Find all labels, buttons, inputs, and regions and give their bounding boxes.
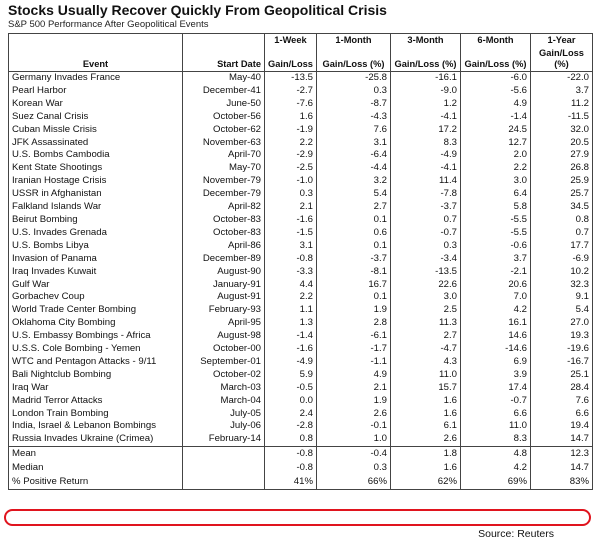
table-row (9, 72, 593, 85)
event-name-cell: Falkland Islands War (9, 201, 183, 214)
event-name-cell: U.S. Bombs Cambodia (9, 149, 183, 162)
value-cell: -14.6 (461, 343, 531, 356)
value-cell: -7.8 (391, 188, 461, 201)
value-cell: -0.4 (317, 447, 391, 462)
value-cell: 14.7 (531, 433, 593, 446)
value-cell: 1.6 (265, 111, 317, 124)
value-cell: 6.6 (461, 408, 531, 421)
value-cell: 2.1 (265, 201, 317, 214)
start-date-cell: October-83 (183, 227, 265, 240)
value-cell: 25.1 (531, 369, 593, 382)
start-date-cell: October-00 (183, 343, 265, 356)
value-cell: -0.8 (265, 253, 317, 266)
header-cell (183, 34, 265, 48)
value-cell: 0.0 (265, 395, 317, 408)
value-cell: 6.9 (461, 356, 531, 369)
value-cell: -0.8 (265, 461, 317, 475)
table-row (9, 279, 593, 292)
event-rows (9, 72, 593, 447)
value-cell: 4.2 (461, 461, 531, 475)
value-cell: 11.0 (391, 369, 461, 382)
start-date-cell: August-90 (183, 266, 265, 279)
event-name-cell: London Train Bombing (9, 408, 183, 421)
value-cell: 27.0 (531, 317, 593, 330)
value-cell: 0.1 (317, 240, 391, 253)
value-cell: 6.4 (461, 188, 531, 201)
event-name-cell: Russia Invades Ukraine (Crimea) (9, 433, 183, 446)
table-row (9, 214, 593, 227)
start-date-cell: August-91 (183, 291, 265, 304)
source-note: Source: Reuters (478, 528, 554, 540)
value-cell: 4.3 (391, 356, 461, 369)
event-name-cell: U.S. Embassy Bombings - Africa (9, 330, 183, 343)
event-name-cell: India, Israel & Lebanon Bombings (9, 420, 183, 433)
start-date-cell (183, 447, 265, 462)
value-cell: 3.1 (317, 137, 391, 150)
value-cell: 0.1 (317, 291, 391, 304)
value-cell: -13.5 (391, 266, 461, 279)
table-row (9, 175, 593, 188)
value-cell: 62% (391, 475, 461, 490)
table-row (9, 240, 593, 253)
table-row (9, 162, 593, 175)
value-cell: 1.6 (391, 461, 461, 475)
value-cell: 6.6 (531, 408, 593, 421)
value-cell: -6.1 (317, 330, 391, 343)
start-date-cell: May-40 (183, 72, 265, 85)
start-date-cell: November-63 (183, 137, 265, 150)
value-cell: 19.3 (531, 330, 593, 343)
start-date-cell: March-03 (183, 382, 265, 395)
value-cell: 9.1 (531, 291, 593, 304)
value-cell: -1.6 (265, 214, 317, 227)
event-name-cell: Cuban Missle Crisis (9, 124, 183, 137)
value-cell: 0.8 (531, 214, 593, 227)
header-gain-loss: Gain/Loss (%) (461, 47, 531, 72)
value-cell: -5.5 (461, 214, 531, 227)
header-cell (9, 34, 183, 48)
event-name-cell: Oklahoma City Bombing (9, 317, 183, 330)
value-cell: 2.7 (317, 201, 391, 214)
value-cell: 0.1 (317, 214, 391, 227)
value-cell: -0.5 (265, 382, 317, 395)
value-cell: 2.6 (391, 433, 461, 446)
value-cell: -3.7 (317, 253, 391, 266)
value-cell: 2.8 (317, 317, 391, 330)
value-cell: 0.7 (531, 227, 593, 240)
start-date-cell: April-70 (183, 149, 265, 162)
value-cell: 5.4 (531, 304, 593, 317)
header-row-labels (9, 47, 593, 72)
event-name-cell: Gulf War (9, 279, 183, 292)
start-date-cell: March-04 (183, 395, 265, 408)
value-cell: -4.1 (391, 162, 461, 175)
header-start-date: Start Date (183, 47, 265, 72)
value-cell: 3.0 (461, 175, 531, 188)
value-cell: -0.1 (317, 420, 391, 433)
value-cell: 7.6 (531, 395, 593, 408)
value-cell: -7.6 (265, 98, 317, 111)
event-name-cell: Suez Canal Crisis (9, 111, 183, 124)
value-cell: 17.4 (461, 382, 531, 395)
value-cell: -4.3 (317, 111, 391, 124)
table-row (9, 291, 593, 304)
table-row (9, 111, 593, 124)
event-name-cell: Korean War (9, 98, 183, 111)
value-cell: -25.8 (317, 72, 391, 85)
value-cell: -16.1 (391, 72, 461, 85)
table-row (9, 382, 593, 395)
value-cell: 2.2 (265, 291, 317, 304)
start-date-cell: February-93 (183, 304, 265, 317)
table-row (9, 201, 593, 214)
header-1-year: 1-Year (531, 34, 593, 48)
value-cell: 15.7 (391, 382, 461, 395)
value-cell: 1.6 (391, 408, 461, 421)
start-date-cell (183, 475, 265, 490)
value-cell: -6.4 (317, 149, 391, 162)
value-cell: -4.7 (391, 343, 461, 356)
header-gain-loss: Gain/Loss (%) (391, 47, 461, 72)
value-cell: 1.8 (391, 447, 461, 462)
table-row (9, 408, 593, 421)
events-table (8, 33, 593, 490)
value-cell: 12.3 (531, 447, 593, 462)
value-cell: 8.3 (461, 433, 531, 446)
value-cell: 2.7 (391, 330, 461, 343)
value-cell: -0.7 (461, 395, 531, 408)
value-cell: 32.0 (531, 124, 593, 137)
start-date-cell: May-70 (183, 162, 265, 175)
value-cell: -19.6 (531, 343, 593, 356)
value-cell: -13.5 (265, 72, 317, 85)
value-cell: 10.2 (531, 266, 593, 279)
value-cell: -5.6 (461, 85, 531, 98)
summary-row (9, 447, 593, 462)
event-name-cell: USSR in Afghanistan (9, 188, 183, 201)
value-cell: -2.9 (265, 149, 317, 162)
start-date-cell: December-89 (183, 253, 265, 266)
table-row (9, 253, 593, 266)
value-cell: 34.5 (531, 201, 593, 214)
value-cell: 7.6 (317, 124, 391, 137)
value-cell: 24.5 (461, 124, 531, 137)
value-cell: 11.3 (391, 317, 461, 330)
value-cell: 0.8 (265, 433, 317, 446)
header-row-periods (9, 34, 593, 48)
value-cell: 0.3 (317, 461, 391, 475)
summary-row (9, 475, 593, 490)
event-name-cell: Beirut Bombing (9, 214, 183, 227)
event-name-cell: Median (9, 461, 183, 475)
value-cell: 5.4 (317, 188, 391, 201)
start-date-cell: December-41 (183, 85, 265, 98)
value-cell: 41% (265, 475, 317, 490)
event-name-cell: Kent State Shootings (9, 162, 183, 175)
value-cell: 3.0 (391, 291, 461, 304)
header-1-month: 1-Month (317, 34, 391, 48)
value-cell: 25.9 (531, 175, 593, 188)
value-cell: 1.6 (391, 395, 461, 408)
value-cell: 4.2 (461, 304, 531, 317)
table-row (9, 433, 593, 446)
value-cell: 3.9 (461, 369, 531, 382)
event-name-cell: Invasion of Panama (9, 253, 183, 266)
value-cell: -3.4 (391, 253, 461, 266)
value-cell: -11.5 (531, 111, 593, 124)
event-name-cell: Gorbachev Coup (9, 291, 183, 304)
table-row (9, 149, 593, 162)
value-cell: 69% (461, 475, 531, 490)
table-row (9, 369, 593, 382)
value-cell: 5.9 (265, 369, 317, 382)
value-cell: -6.0 (461, 72, 531, 85)
value-cell: 12.7 (461, 137, 531, 150)
table-row (9, 395, 593, 408)
table-row (9, 137, 593, 150)
table-row (9, 356, 593, 369)
value-cell: 27.9 (531, 149, 593, 162)
start-date-cell: October-83 (183, 214, 265, 227)
header-gain-loss: Gain/Loss (%) (317, 47, 391, 72)
value-cell: 3.7 (461, 253, 531, 266)
header-1-week: 1-Week (265, 34, 317, 48)
start-date-cell: January-91 (183, 279, 265, 292)
table-row (9, 227, 593, 240)
value-cell: 4.8 (461, 447, 531, 462)
event-name-cell: JFK Assassinated (9, 137, 183, 150)
table-row (9, 420, 593, 433)
value-cell: 4.9 (461, 98, 531, 111)
header-gain-loss: Gain/Loss (265, 47, 317, 72)
value-cell: 22.6 (391, 279, 461, 292)
value-cell: 2.1 (317, 382, 391, 395)
value-cell: 2.4 (265, 408, 317, 421)
value-cell: 16.1 (461, 317, 531, 330)
value-cell: 25.7 (531, 188, 593, 201)
value-cell: -1.1 (317, 356, 391, 369)
value-cell: -8.1 (317, 266, 391, 279)
value-cell: 11.2 (531, 98, 593, 111)
value-cell: 0.3 (265, 188, 317, 201)
table-row (9, 304, 593, 317)
event-name-cell: Madrid Terror Attacks (9, 395, 183, 408)
value-cell: 0.3 (391, 240, 461, 253)
start-date-cell: April-95 (183, 317, 265, 330)
value-cell: -3.3 (265, 266, 317, 279)
value-cell: -2.5 (265, 162, 317, 175)
value-cell: 2.6 (317, 408, 391, 421)
value-cell: -0.6 (461, 240, 531, 253)
value-cell: 26.8 (531, 162, 593, 175)
start-date-cell: November-79 (183, 175, 265, 188)
value-cell: 7.0 (461, 291, 531, 304)
value-cell: 11.0 (461, 420, 531, 433)
value-cell: 17.7 (531, 240, 593, 253)
value-cell: -1.4 (265, 330, 317, 343)
table-row (9, 98, 593, 111)
value-cell: 17.2 (391, 124, 461, 137)
value-cell: -4.9 (265, 356, 317, 369)
event-name-cell: Pearl Harbor (9, 85, 183, 98)
table-row (9, 85, 593, 98)
table-row (9, 330, 593, 343)
header-event: Event (9, 47, 183, 72)
value-cell: 2.0 (461, 149, 531, 162)
value-cell: -22.0 (531, 72, 593, 85)
table-row (9, 266, 593, 279)
value-cell: 11.4 (391, 175, 461, 188)
value-cell: 28.4 (531, 382, 593, 395)
value-cell: 2.5 (391, 304, 461, 317)
start-date-cell: July-05 (183, 408, 265, 421)
value-cell: 5.8 (461, 201, 531, 214)
table-row (9, 188, 593, 201)
start-date-cell: December-79 (183, 188, 265, 201)
value-cell: 83% (531, 475, 593, 490)
value-cell: 1.0 (317, 433, 391, 446)
start-date-cell: October-56 (183, 111, 265, 124)
positive-return-highlight (4, 509, 591, 526)
start-date-cell: April-82 (183, 201, 265, 214)
value-cell: -0.7 (391, 227, 461, 240)
value-cell: 2.2 (461, 162, 531, 175)
value-cell: 0.6 (317, 227, 391, 240)
event-name-cell: Iranian Hostage Crisis (9, 175, 183, 188)
start-date-cell: April-86 (183, 240, 265, 253)
event-name-cell: % Positive Return (9, 475, 183, 490)
value-cell: 2.2 (265, 137, 317, 150)
value-cell: -2.7 (265, 85, 317, 98)
value-cell: 3.1 (265, 240, 317, 253)
value-cell: -16.7 (531, 356, 593, 369)
start-date-cell: August-98 (183, 330, 265, 343)
value-cell: -8.7 (317, 98, 391, 111)
value-cell: 16.7 (317, 279, 391, 292)
value-cell: -1.6 (265, 343, 317, 356)
value-cell: 1.1 (265, 304, 317, 317)
table-row (9, 124, 593, 137)
table-subtitle: S&P 500 Performance After Geopolitical Events (8, 19, 209, 30)
event-name-cell: Iraq War (9, 382, 183, 395)
event-name-cell: WTC and Pentagon Attacks - 9/11 (9, 356, 183, 369)
value-cell: -1.5 (265, 227, 317, 240)
value-cell: -2.8 (265, 420, 317, 433)
summary-rows (9, 447, 593, 490)
header-3-month: 3-Month (391, 34, 461, 48)
value-cell: 8.3 (391, 137, 461, 150)
value-cell: -1.7 (317, 343, 391, 356)
value-cell: 4.4 (265, 279, 317, 292)
table-row (9, 317, 593, 330)
value-cell: -9.0 (391, 85, 461, 98)
value-cell: 1.2 (391, 98, 461, 111)
value-cell: -0.8 (265, 447, 317, 462)
value-cell: -3.7 (391, 201, 461, 214)
value-cell: 3.7 (531, 85, 593, 98)
value-cell: 3.2 (317, 175, 391, 188)
event-name-cell: U.S.S. Cole Bombing - Yemen (9, 343, 183, 356)
event-name-cell: Bali Nightclub Bombing (9, 369, 183, 382)
event-name-cell: Iraq Invades Kuwait (9, 266, 183, 279)
summary-row (9, 461, 593, 475)
event-name-cell: Mean (9, 447, 183, 462)
event-name-cell: U.S. Bombs Libya (9, 240, 183, 253)
page-title: Stocks Usually Recover Quickly From Geopolitical Crisis (8, 2, 387, 18)
value-cell: 1.3 (265, 317, 317, 330)
value-cell: -1.0 (265, 175, 317, 188)
start-date-cell: September-01 (183, 356, 265, 369)
value-cell: 1.9 (317, 304, 391, 317)
value-cell: 20.5 (531, 137, 593, 150)
value-cell: -1.9 (265, 124, 317, 137)
value-cell: -1.4 (461, 111, 531, 124)
event-name-cell: World Trade Center Bombing (9, 304, 183, 317)
value-cell: 19.4 (531, 420, 593, 433)
event-name-cell: Germany Invades France (9, 72, 183, 85)
value-cell: 0.7 (391, 214, 461, 227)
start-date-cell: February-14 (183, 433, 265, 446)
value-cell: 4.9 (317, 369, 391, 382)
value-cell: -5.5 (461, 227, 531, 240)
value-cell: 0.3 (317, 85, 391, 98)
header-6-month: 6-Month (461, 34, 531, 48)
value-cell: -4.1 (391, 111, 461, 124)
value-cell: 14.6 (461, 330, 531, 343)
value-cell: -4.9 (391, 149, 461, 162)
value-cell: 14.7 (531, 461, 593, 475)
event-name-cell: U.S. Invades Grenada (9, 227, 183, 240)
start-date-cell (183, 461, 265, 475)
value-cell: 6.1 (391, 420, 461, 433)
start-date-cell: October-02 (183, 369, 265, 382)
value-cell: 32.3 (531, 279, 593, 292)
value-cell: 1.9 (317, 395, 391, 408)
value-cell: -4.4 (317, 162, 391, 175)
value-cell: 66% (317, 475, 391, 490)
start-date-cell: July-06 (183, 420, 265, 433)
value-cell: -2.1 (461, 266, 531, 279)
value-cell: 20.6 (461, 279, 531, 292)
table-row (9, 343, 593, 356)
start-date-cell: June-50 (183, 98, 265, 111)
start-date-cell: October-62 (183, 124, 265, 137)
value-cell: -6.9 (531, 253, 593, 266)
header-gain-loss: Gain/Loss (%) (531, 47, 593, 72)
